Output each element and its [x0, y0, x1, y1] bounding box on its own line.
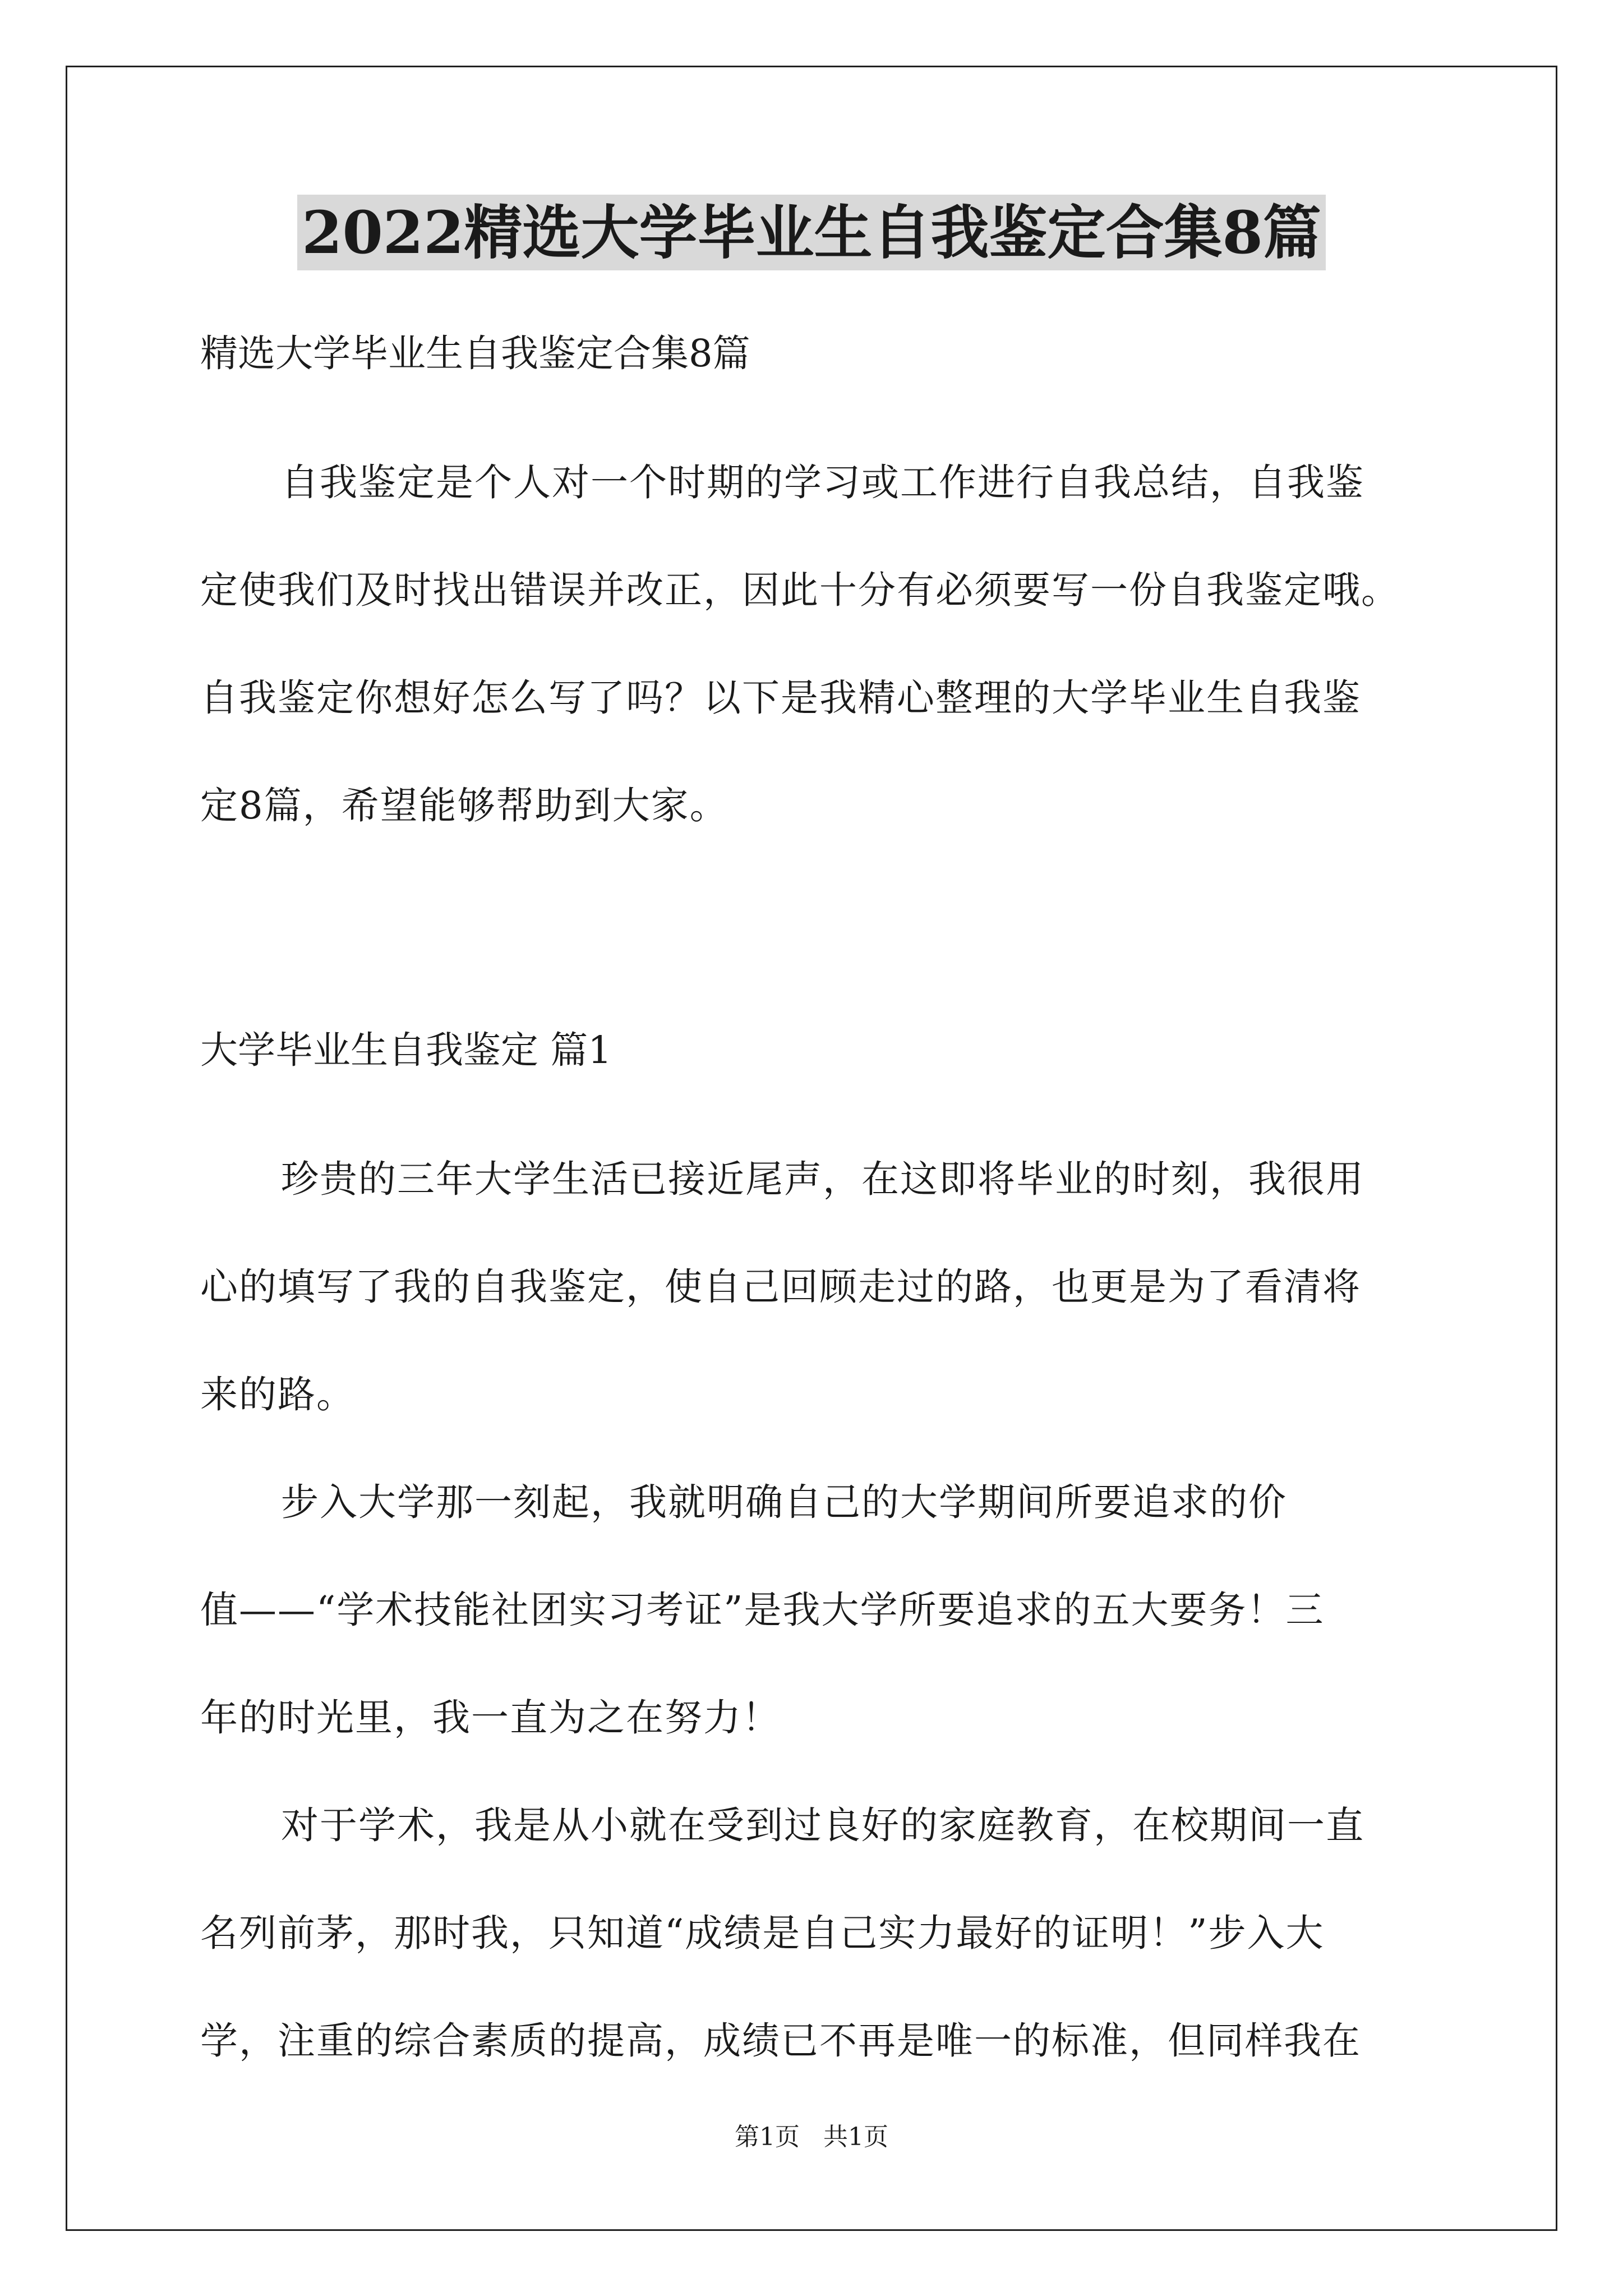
document-title: [0, 196, 1623, 269]
paragraph-line: 学，注重的综合素质的提高，成绩已不再是唯一的标准，但同样我在: [200, 2019, 1361, 2063]
document-subtitle: 精选大学毕业生自我鉴定合集8篇: [200, 332, 750, 375]
paragraph-line: 名列前茅，那时我，只知道“成绩是自己实力最好的证明！”步入大: [200, 1911, 1325, 1955]
intro-paragraph: [200, 429, 1423, 859]
paragraph-line: 珍贵的三年大学生活已接近尾声，在这即将毕业的时刻，我很用: [281, 1157, 1364, 1201]
body-paragraph: [200, 1772, 1423, 2095]
intro-line: 自我鉴定是个人对一个时期的学习或工作进行自我总结，自我鉴: [281, 461, 1364, 504]
paragraph-line: 来的路。: [200, 1373, 355, 1416]
intro-line: 自我鉴定你想好怎么写了吗？以下是我精心整理的大学毕业生自我鉴: [200, 676, 1361, 720]
document-body: [200, 325, 1423, 2095]
paragraph-line: 值——“学术技能社团实习考证”是我大学所要追求的五大要务！三: [200, 1588, 1325, 1632]
intro-line: 定8篇，希望能够帮助到大家。: [200, 784, 728, 827]
paragraph-line: 对于学术，我是从小就在受到过良好的家庭教育，在校期间一直: [281, 1803, 1364, 1847]
paragraph-line: 年的时光里，我一直为之在努力！: [200, 1696, 781, 1740]
intro-line: 定使我们及时找出错误并改正，因此十分有必须要写一份自我鉴定哦。: [200, 568, 1400, 612]
body-paragraph: [200, 1448, 1423, 1772]
document-title-text: 2022精选大学毕业生自我鉴定合集8篇: [297, 195, 1326, 270]
page-footer: 第1页 共1页: [735, 2123, 888, 2151]
paragraph-line: 步入大学那一刻起，我就明确自己的大学期间所要追求的价: [281, 1480, 1287, 1524]
section-heading: 大学毕业生自我鉴定 篇1: [200, 1028, 612, 1072]
paragraph-line: 心的填写了我的自我鉴定，使自己回顾走过的路，也更是为了看清将: [200, 1265, 1361, 1309]
body-paragraph: [200, 1125, 1423, 1448]
